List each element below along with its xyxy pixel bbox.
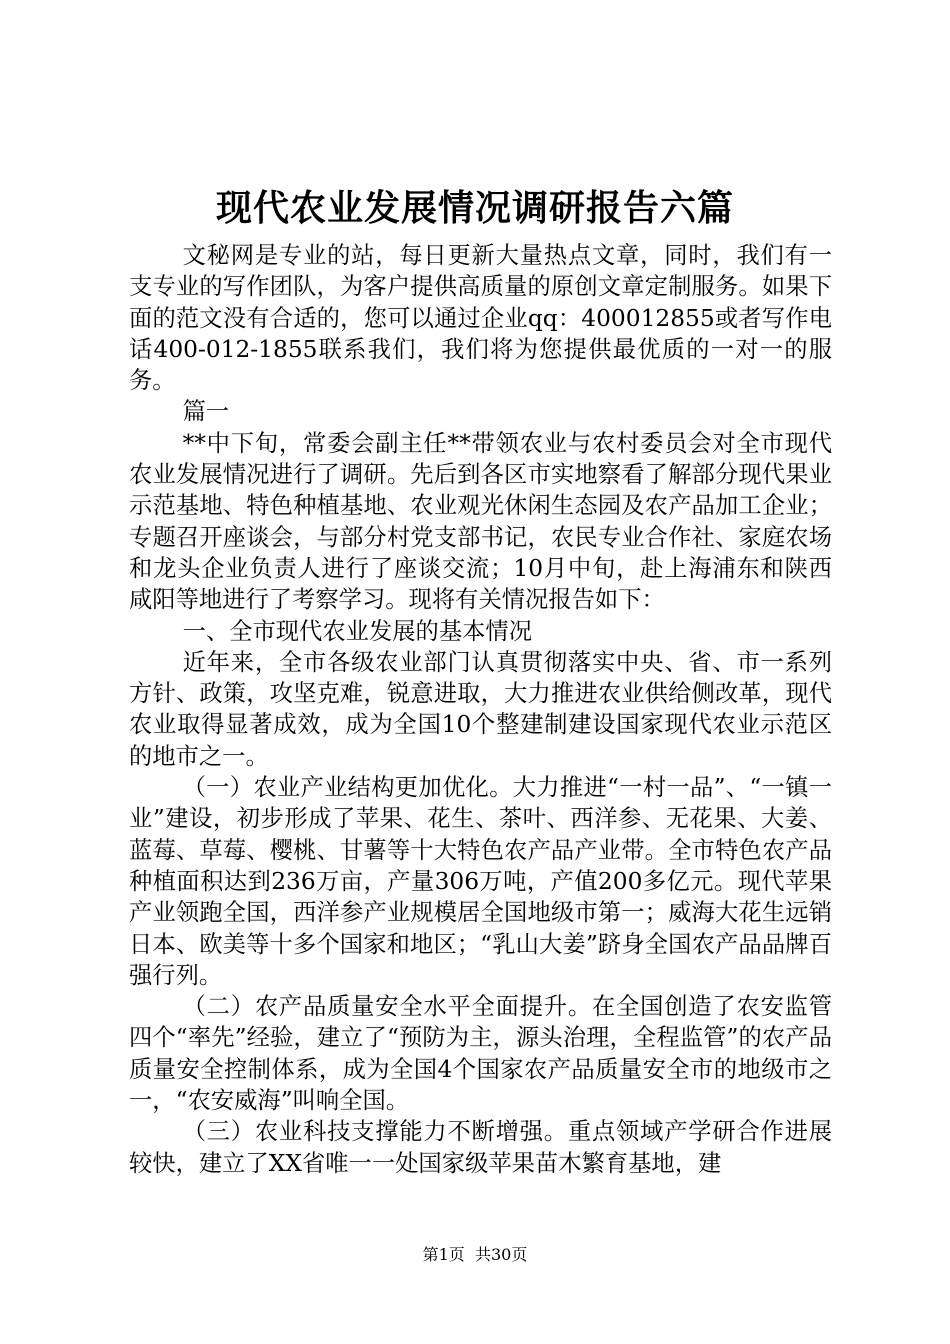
paragraph: （一）农业产业结构更加优化。大力推进“一村一品”、“一镇一业”建设，初步形成了苹果、花生、茶叶、西洋参、无花果、大姜、蓝莓、草莓、樱桃、甘薯等十大特色农产品产业带。全市特色农产品种植面积达到236万亩，产量306万吨，产值200多亿元。现代苹果产业领跑全国，西洋参产业规模居全国地级市第一；威海大花生远销日本、欧美等十多个国家和地区；“乳山大姜”跻身全国农产品品牌百强行列。 <box>129 774 832 989</box>
paragraph-intro: 文秘网是专业的站，每日更新大量热点文章，同时，我们有一支专业的写作团队，为客户提供高质量的原创文章定制服务。如果下面的范文没有合适的，您可以通过企业qq：400012855或者写作电话400-012-1855联系我们，我们将为您提供最优质的一对一的服务。 <box>129 242 832 395</box>
page-total: 共30页 <box>474 1245 528 1264</box>
paragraph: （二）农产品质量安全水平全面提升。在全国创造了农安监管四个“率先”经验，建立了“预防为主，源头治理，全程监管”的农产品质量安全控制体系，成为全国4个国家农产品质量安全市的地级市之一，“农安威海”叫响全国。 <box>129 993 832 1115</box>
paragraph-section-label: 篇一 <box>182 398 230 426</box>
paragraph: **中下旬，常委会副主任**带领农业与农村委员会对全市现代农业发展情况进行了调研。先后到各区市实地察看了解部分现代果业示范基地、特色种植基地、农业观光休闲生态园及农产品加工企业；专题召开座谈会，与部分村党支部书记，农民专业合作社、家庭农场和龙头企业负责人进行了座谈交流；10月中旬，赴上海浦东和陕西咸阳等地进行了考察学习。现将有关情况报告如下： <box>129 429 832 614</box>
paragraph: （三）农业科技支撑能力不断增强。重点领域产学研合作进展较快，建立了XX省唯一一处国家级苹果苗木繁育基地，建 <box>129 1118 832 1177</box>
section-heading: 一、全市现代农业发展的基本情况 <box>182 617 533 645</box>
page-number: 第1页 <box>422 1245 465 1264</box>
paragraph: 近年来，全市各级农业部门认真贯彻落实中央、省、市一系列方针、政策，攻坚克难，锐意进取，大力推进农业供给侧改革，现代农业取得显著成效，成为全国10个整建制建设国家现代农业示范区的地市之一。 <box>129 648 832 770</box>
document-body <box>129 240 832 1179</box>
page-footer <box>0 1245 950 1265</box>
document-title: 现代农业发展情况调研报告六篇 <box>215 187 734 229</box>
